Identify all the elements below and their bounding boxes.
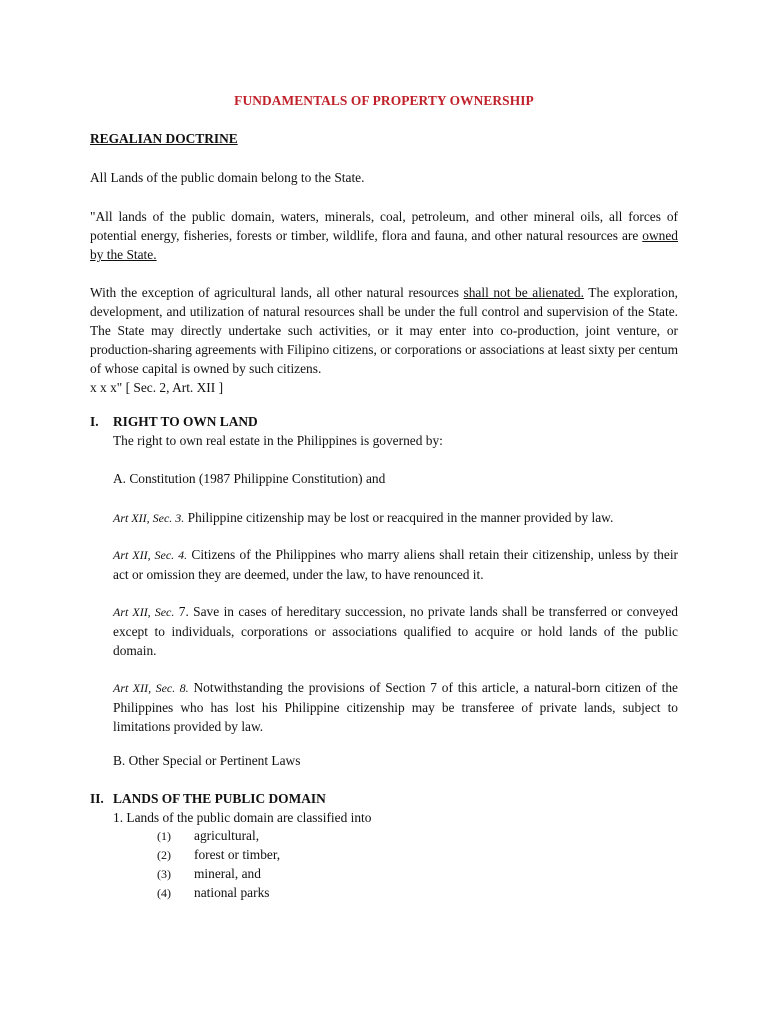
quote-citation: x x x" [ Sec. 2, Art. XII ]: [90, 380, 224, 395]
art8-ref: Art XII, Sec. 8.: [113, 681, 189, 695]
section1-heading: RIGHT TO OWN LAND: [113, 414, 258, 429]
quote-p1-text: "All lands of the public domain, waters, minerals, coal, petroleum, and other mineral oils, all forces of potential energy, fisheries, forests or timber, wildlife, flora and fauna, and other natural resources are: [90, 209, 678, 243]
art-xii-sec7: [113, 602, 678, 660]
section2-numeral: II.: [90, 791, 104, 806]
section1-numeral: I.: [90, 414, 99, 429]
quote-p1-underlined: owned by the State.: [90, 228, 678, 262]
section1-item-b: B. Other Special or Pertinent Laws: [113, 753, 301, 768]
art-xii-sec8: [113, 678, 678, 736]
section2-item-1: 1. Lands of the public domain are classified into: [113, 810, 372, 825]
class-text-2: forest or timber,: [194, 847, 281, 862]
art8-text: Notwithstanding the provisions of Section 7 of this article, a natural-born citizen of the Philippines who has lost his Philippine citizenship may be transferee of private lands, subject to limitations provided by law.: [113, 680, 679, 734]
class-num-3: (3): [157, 867, 171, 881]
class-text-3: mineral, and: [194, 866, 261, 881]
regalian-quote-p2: [90, 283, 678, 397]
section2-heading: LANDS OF THE PUBLIC DOMAIN: [113, 791, 326, 806]
art4-ref: Art XII, Sec. 4.: [113, 548, 188, 562]
art4-text: Citizens of the Philippines who marry aliens shall retain their citizenship, unless by their act or omission they are deemed, under the law, to have renounced it.: [113, 547, 679, 582]
regalian-heading: REGALIAN DOCTRINE: [90, 131, 238, 146]
regalian-intro: All Lands of the public domain belong to the State.: [90, 170, 365, 185]
art7-text: 7. Save in cases of hereditary succession, no private lands shall be transferred or conveyed except to individuals, corporations or associations qualified to acquire or hold lands of the public domain.: [113, 604, 679, 658]
art3-text: Philippine citizenship may be lost or reacquired in the manner provided by law.: [184, 510, 614, 525]
document-title: FUNDAMENTALS OF PROPERTY OWNERSHIP: [234, 93, 534, 108]
class-text-4: national parks: [194, 885, 270, 900]
art-xii-sec4: [113, 545, 678, 584]
class-num-1: (1): [157, 829, 171, 843]
art-xii-sec3: [113, 508, 678, 528]
quote-p2-text-b: The exploration, development, and utilization of natural resources shall be under the full control and supervision of the State. The State may directly undertake such activities, or it may enter into co-production, joint venture, or production-sharing agreements with Filipino citizens, or corporations or associations at least sixty per centum of whose capital is owned by such citizens.: [90, 285, 678, 376]
art3-ref: Art XII, Sec. 3.: [113, 511, 185, 525]
section1-intro: The right to own real estate in the Philippines is governed by:: [113, 433, 443, 448]
class-num-4: (4): [157, 886, 171, 900]
class-num-2: (2): [157, 848, 171, 862]
quote-p2-text-a: With the exception of agricultural lands, all other natural resources: [90, 285, 464, 300]
art7-ref: Art XII, Sec.: [113, 605, 175, 619]
quote-p2-underlined: shall not be alienated.: [463, 285, 584, 300]
class-text-1: agricultural,: [194, 828, 260, 843]
section1-item-a: A. Constitution (1987 Philippine Constitution) and: [113, 471, 386, 486]
regalian-quote-p1: [90, 207, 678, 264]
